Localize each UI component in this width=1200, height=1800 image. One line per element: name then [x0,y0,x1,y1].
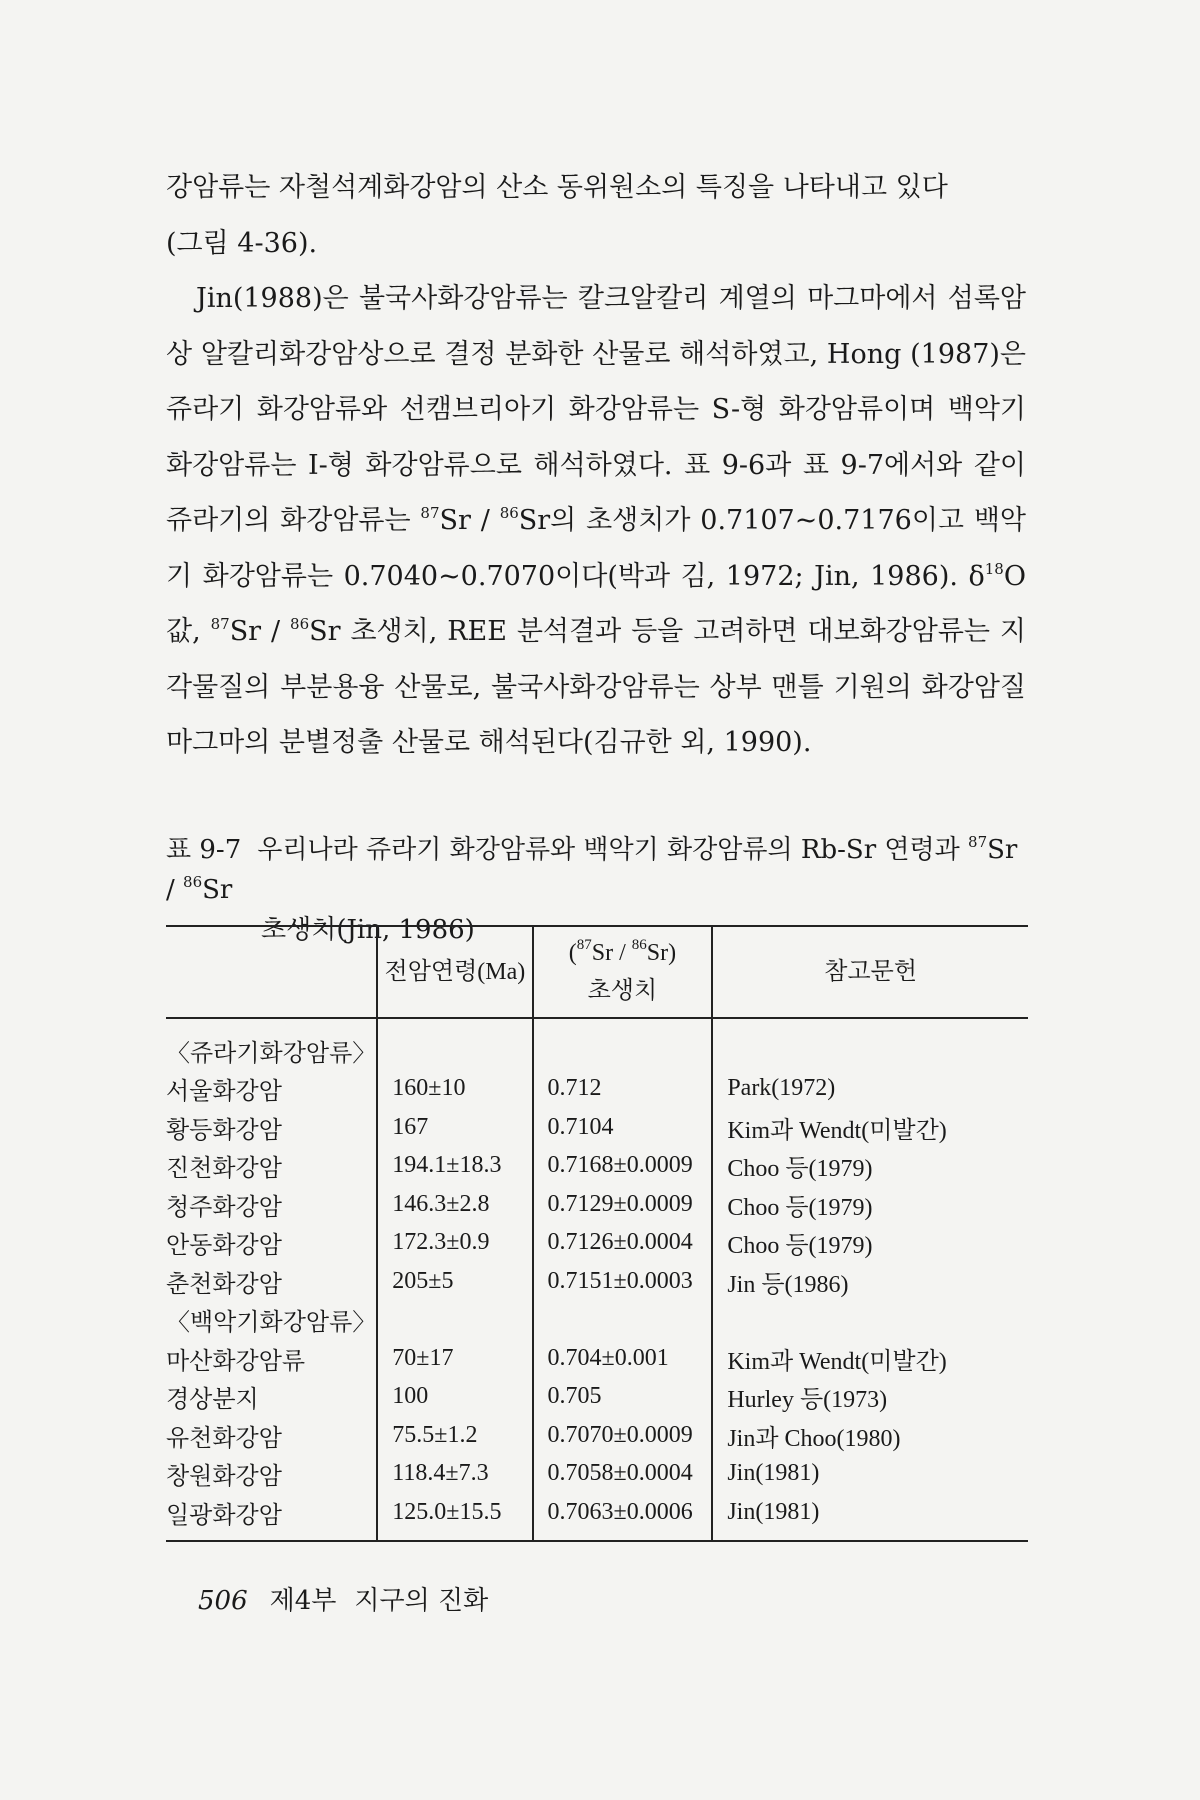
cell-name: 일광화강암 [166,1493,377,1541]
cell-reference: Jin(1981) [712,1493,1028,1541]
cell-ratio: 0.705 [533,1378,713,1417]
table-row [166,1224,1028,1263]
sr-slash-b: Sr / [229,616,291,647]
chapter-title: 지구의 진화 [354,1586,489,1616]
paragraph-2-part-c: O 값, [166,560,1026,647]
cell-reference: Jin과 Choo(1980) [712,1416,1028,1455]
cell-name: 창원화강암 [166,1464,282,1491]
cell-ratio: 0.7126±0.0004 [533,1224,713,1263]
table-row [166,1108,1028,1147]
cell-age: 118.4±7.3 [377,1455,532,1494]
part-label: 제4부 [269,1586,337,1616]
cell-ratio: 0.7151±0.0003 [533,1262,713,1301]
table-body [166,1018,1028,1541]
paragraph-1-line-1: 강암류는 자철석계화강암의 산소 동위원소의 특징을 나타내고 있다 [166,172,948,203]
cell-name: 〈백악기화강암류〉 [166,1310,377,1337]
cell-ratio: 0.7070±0.0009 [533,1416,713,1455]
table-row [166,1339,1028,1378]
page-number: 506 [198,1586,248,1616]
superscript-18: 18 [984,559,1004,578]
caption-superscript-87: 87 [968,833,988,851]
superscript-87-b: 87 [210,615,230,633]
page-footer [198,1580,488,1617]
caption-superscript-86: 86 [183,873,203,891]
cell-name: 안동화강암 [166,1233,282,1260]
caption-sr-slash: Sr / [166,835,1018,905]
ratio-sup-87: 87 [576,937,592,953]
cell-age: 172.3±0.9 [377,1224,532,1263]
data-table-wrapper [166,925,1028,1542]
cell-ratio: 0.712 [533,1070,713,1109]
header-reference: 참고문헌 [712,926,1028,1018]
cell-ratio [533,1018,713,1070]
cell-ratio: 0.7058±0.0004 [533,1455,713,1494]
table-row [166,1018,1028,1070]
cell-name: 마산화강암류 [166,1348,306,1375]
paragraph-1-line-2: (그림 4-36). [166,227,318,259]
cell-ratio: 0.704±0.001 [533,1339,713,1378]
table-row [166,1416,1028,1455]
cell-name: 황등화강암 [166,1117,282,1144]
header-row [166,926,1028,1018]
superscript-87: 87 [420,504,440,522]
cell-age: 75.5±1.2 [377,1416,532,1455]
cell-name: 경상분지 [166,1387,259,1414]
paragraph-2-part-a: Jin(1988)은 불국사화강암류는 칼크알칼리 계열의 마그마에서 섬록암상 알칼리화강암상으로 결정 분화한 산물로 해석하였고, Hong (1987)은 쥬라기 화강암류와 선캠브리아기 화강암류는 S-형 화강암류이며 백악기 화강암류는 I-형 화강암류으로 해석하였다. 표 9-6과 표 9-7에서와 같이 쥬라기의 화강암류는 [166,283,1026,536]
caption-line-2: 초생치(Jin, 1986) [261,915,475,945]
ratio-sup-86: 86 [631,937,647,953]
cell-ratio: 0.7168±0.0009 [533,1147,713,1186]
paragraph-2 [166,271,1026,771]
paragraph-1 [166,160,1026,271]
ratio-open: ( [568,940,577,966]
header-ratio [533,926,713,1018]
caption-sr: Sr [202,875,233,905]
cell-age: 205±5 [377,1262,532,1301]
cell-age [377,1018,532,1070]
table-row [166,1185,1028,1224]
cell-reference: Choo 등(1979) [712,1224,1028,1263]
superscript-86: 86 [499,504,519,522]
cell-reference: Choo 등(1979) [712,1185,1028,1224]
cell-name: 〈쥬라기화강암류〉 [166,1040,377,1067]
cell-reference: Kim과 Wendt(미발간) [712,1339,1028,1378]
table-row [166,1455,1028,1494]
cell-reference: Jin 등(1986) [712,1262,1028,1301]
table-row [166,1301,1028,1340]
cell-age: 167 [377,1108,532,1147]
cell-name: 청주화강암 [166,1194,282,1221]
cell-age: 70±17 [377,1339,532,1378]
cell-name: 유천화강암 [166,1425,282,1452]
paragraph-2-part-b: Sr의 초생치가 0.7107~0.7176이고 백악기 화강암류는 0.7040~0.7070이다(박과 김, 1972; Jin, 1986). δ [166,505,1026,592]
cell-reference: Jin(1981) [712,1455,1028,1494]
ratio-sr-slash: Sr / [591,940,632,966]
table-row [166,1262,1028,1301]
table-label: 표 9-7 [166,835,242,865]
cell-age: 146.3±2.8 [377,1185,532,1224]
cell-age: 194.1±18.3 [377,1147,532,1186]
body-text [166,160,1026,771]
table-header [166,926,1028,1018]
cell-age: 125.0±15.5 [377,1493,532,1541]
ratio-sub: 초생치 [587,978,658,1004]
sr-slash: Sr / [439,505,500,536]
cell-reference: Kim과 Wendt(미발간) [712,1108,1028,1147]
table-row [166,1378,1028,1417]
cell-ratio [533,1301,713,1340]
cell-reference: Choo 등(1979) [712,1147,1028,1186]
header-name [166,926,377,1018]
cell-reference [712,1301,1028,1340]
cell-ratio: 0.7129±0.0009 [533,1185,713,1224]
paragraph-2-part-d: Sr 초생치, REE 분석결과 등을 고려하면 대보화강암류는 지각물질의 부분용융 산물로, 불국사화강암류는 상부 맨틀 기원의 화강암질 마그마의 분별정출 산물로 해석된다(김규한 외, 1990). [166,616,1026,758]
cell-ratio: 0.7104 [533,1108,713,1147]
cell-age [377,1301,532,1340]
cell-ratio: 0.7063±0.0006 [533,1493,713,1541]
header-age: 전암연령(Ma) [377,926,532,1018]
table-row [166,1493,1028,1541]
cell-reference [712,1018,1028,1070]
table-row [166,1070,1028,1109]
cell-age: 100 [377,1378,532,1417]
cell-reference: Park(1972) [712,1070,1028,1109]
caption-line-1: 우리나라 쥬라기 화강암류와 백악기 화강암류의 Rb-Sr 연령과 [257,835,969,865]
cell-reference: Hurley 등(1973) [712,1378,1028,1417]
ratio-close: Sr) [646,940,677,966]
cell-name: 춘천화강암 [166,1271,282,1298]
cell-age: 160±10 [377,1070,532,1109]
cell-name: 서울화강암 [166,1079,282,1106]
table-row [166,1147,1028,1186]
cell-name: 진천화강암 [166,1156,282,1183]
rb-sr-table [166,925,1028,1542]
superscript-86-b: 86 [290,615,310,633]
